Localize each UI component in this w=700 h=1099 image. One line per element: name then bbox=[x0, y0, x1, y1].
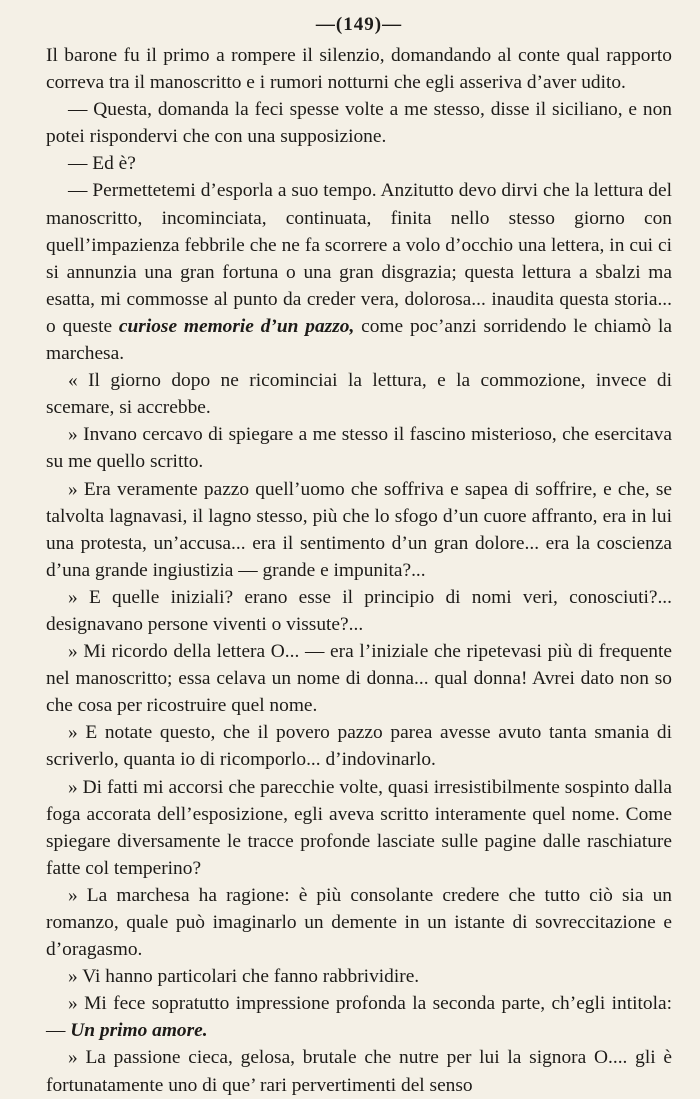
paragraph-p15 bbox=[46, 1044, 672, 1098]
text-run: — Questa, domanda la feci spesse volte a me stesso, disse il siciliano, e non potei rispondervi che con una supposizione. bbox=[46, 99, 672, 148]
paragraph-p4 bbox=[46, 177, 672, 367]
text-run: » Di fatti mi accorsi che parecchie volte, quasi irresistibilmente sospinto dalla foga accorata dell’esposizione, egli aveva scritto interamente quel nome. Come spiegare diversamente le tracce profonde lasciate sulle pagine dalle raschiature fatte col temperino? bbox=[46, 776, 672, 879]
text-run: » Era veramente pazzo quell’uomo che soffriva e sapea di soffrire, e che, se talvolta lagnavasi, il lagno stesso, più che lo sfogo d’un cuore affranto, era in lui una protesta, un’accusa... era il sentimento d’un gran dolore... era la coscienza d’una grande ingiustizia — grande e impunita?... bbox=[46, 478, 672, 581]
text-run: — Permettetemi d’esporla a suo tempo. Anzitutto devo dirvi che la lettura del manoscritto, incominciata, continuata, finita nello stesso giorno con quell’impazienza febbrile che ne fa scorrere a volo d’occhio una lettera, in cui ci si annunzia una gran fortuna o una gran disgrazia; questa lettura a sbalzi ma esatta, mi commosse al punto da creder vera, dolorosa... inaudita questa storia... o queste bbox=[46, 180, 672, 337]
text-run: » E notate questo, che il povero pazzo parea avesse avuto tanta smania di scriverlo, quanta io di ricomporlo... d’indovinarlo. bbox=[46, 722, 672, 771]
paragraph-p10 bbox=[46, 719, 672, 773]
text-run: » Invano cercavo di spiegare a me stesso il fascino misterioso, che esercitava su me quello scritto. bbox=[46, 424, 672, 473]
paragraph-p11 bbox=[46, 774, 672, 882]
paragraph-p7 bbox=[46, 476, 672, 584]
page-number: —(149)— bbox=[315, 14, 403, 35]
body-text bbox=[46, 42, 672, 1099]
italic-phrase: curiose memorie d’un pazzo, bbox=[118, 315, 355, 337]
text-run: — Ed è? bbox=[68, 153, 136, 175]
paragraph-p5 bbox=[46, 367, 672, 421]
paragraph-p9 bbox=[46, 638, 672, 719]
text-run: » La passione cieca, gelosa, brutale che nutre per lui la signora O.... gli è fortunatamente uno di que’ rari pervertimenti del senso bbox=[46, 1047, 672, 1096]
paragraph-p1 bbox=[46, 42, 672, 96]
text-run: Il barone fu il primo a rompere il silenzio, domandando al conte qual rapporto correva tra il manoscritto e i rumori notturni che egli asseriva d’aver udito. bbox=[46, 45, 672, 94]
paragraph-p6 bbox=[46, 421, 672, 475]
paragraph-p14 bbox=[46, 990, 672, 1044]
text-run: » Mi ricordo della lettera O... — era l’iniziale che ripetevasi più di frequente nel manoscritto; essa celava un nome di donna... qual donna! Avrei dato non so che cosa per ricostruire quel nome. bbox=[46, 641, 672, 717]
paragraph-p12 bbox=[46, 882, 672, 963]
paragraph-p2 bbox=[46, 96, 672, 150]
paragraph-p13 bbox=[46, 963, 672, 990]
text-run: come poc’anzi sorridendo le chiamò la marchesa. bbox=[46, 315, 672, 365]
paragraph-p3 bbox=[46, 150, 672, 177]
paragraph-p8 bbox=[46, 584, 672, 638]
text-run: » Mi fece sopratutto impressione profonda la seconda parte, ch’egli intitola: — bbox=[46, 993, 672, 1042]
text-run: « Il giorno dopo ne ricominciai la lettura, e la commozione, invece di scemare, si accrebbe. bbox=[46, 370, 672, 419]
text-run: » Vi hanno particolari che fanno rabbrividire. bbox=[68, 966, 420, 988]
text-run: » E quelle iniziali? erano esse il principio di nomi veri, conosciuti?... designavano persone viventi o vissute?... bbox=[46, 586, 672, 635]
italic-phrase: Un primo amore. bbox=[70, 1020, 208, 1042]
text-run: » La marchesa ha ragione: è più consolante credere che tutto ciò sia un romanzo, quale può imaginarlo un demente in un istante di sovreccitazione e d’oragasmo. bbox=[46, 884, 672, 961]
